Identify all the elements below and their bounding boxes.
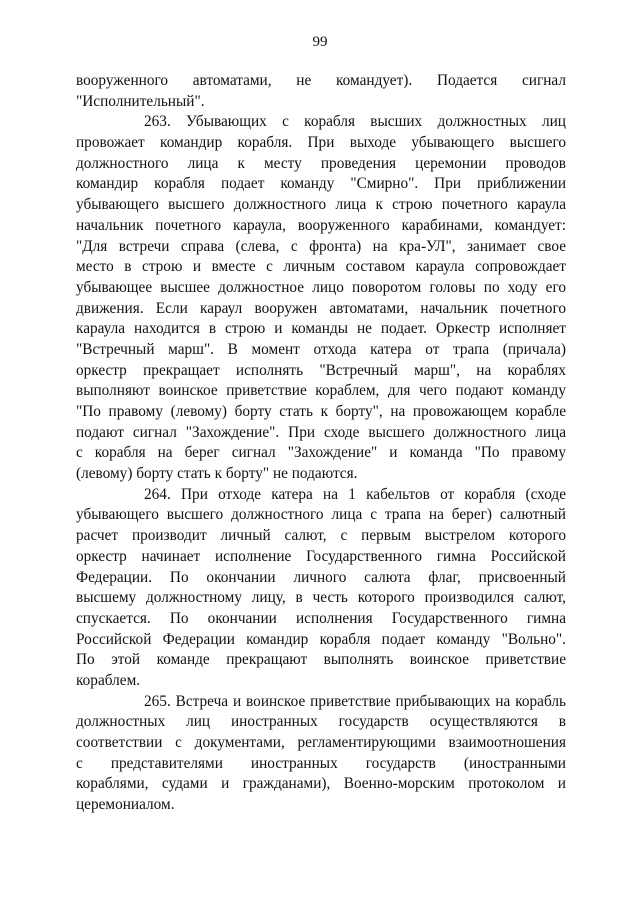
text-line: 263. Убывающих с корабля высших должностных лиц (144, 113, 566, 131)
text-line: оркестр прекращает исполнять "Встречный марш", на кораблях (76, 361, 566, 379)
text-line: По этой команде прекращают выполнять воинское приветствие (76, 651, 566, 669)
text-line: "Для встречи справа (слева, с фронта) на кра-УЛ", занимает свое (76, 237, 566, 255)
text-line: расчет производит личный салют, с первым выстрелом которого (76, 527, 566, 545)
text-line: высшему должностному лицу, в честь которого производился салют, (76, 589, 566, 607)
text-line: церемониалом. (76, 796, 175, 814)
text-line: выполняют воинское приветствие кораблем, для чего подают команду (76, 382, 566, 400)
text-line: спускается. По окончании исполнения Государственного гимна (76, 609, 566, 627)
text-line: кораблями, судами и гражданами), Военно-морским протоколом и (76, 775, 566, 793)
text-line: (левому) борту стать к борту" не подаются. (76, 465, 358, 483)
paragraph-item-263 (76, 112, 566, 484)
text-line: должностных лиц иностранных государств осуществляются в (76, 713, 566, 731)
text-line: оркестр начинает исполнение Государственного гимна Российской (76, 547, 566, 565)
paragraph-item-264 (76, 485, 566, 692)
text-line: подают сигнал "Захождение". При сходе высшего должностного лица (76, 423, 566, 441)
text-line: 265. Встреча и воинское приветствие прибывающих на корабль (144, 692, 566, 710)
text-line: командир корабля подает команду "Смирно". При приближении (76, 175, 566, 193)
page-number: 99 (312, 34, 328, 50)
text-line: движения. Если караул вооружен автоматами, начальник почетного (76, 299, 566, 317)
text-line: убывающего высшего должностного лица к строю почетного караула (76, 196, 566, 214)
text-line: провожает командир корабля. При выходе убывающего высшего (76, 134, 566, 152)
text-line: с корабля на берег сигнал "Захождение" и команда "По правому (76, 444, 566, 462)
text-line: с представителями иностранных государств (иностранными (76, 754, 566, 772)
text-line: должностного лица к месту проведения церемонии проводов (76, 154, 566, 172)
text-line: "По правому (левому) борту стать к борту", на провожающем корабле (76, 403, 566, 420)
text-line: "Исполнительный". (76, 92, 205, 110)
text-line: убывающего высшего должностного лица с трапа на берег) салютный (76, 506, 566, 524)
document-body (76, 71, 566, 816)
text-line: Российской Федерации командир корабля подает команду "Вольно". (76, 630, 566, 648)
text-line: вооруженного автоматами, не командует). Подается сигнал (76, 72, 566, 89)
paragraph-item-265 (76, 692, 566, 816)
text-line: убывающее высшее должностное лицо поворотом головы по ходу его (76, 278, 566, 296)
text-line: Федерации. По окончании личного салюта флаг, присвоенный (76, 568, 566, 586)
text-line: 264. При отходе катера на 1 кабельтов от корабля (сходе (144, 485, 566, 503)
text-line: начальник почетного караула, вооруженного карабинами, командует: (76, 216, 566, 234)
text-line: место в строю и вместе с личным составом караула сопровождает (76, 258, 566, 276)
paragraph-continuation (76, 71, 566, 112)
text-line: караула находится в строю и команды не подает. Оркестр исполняет (76, 320, 566, 338)
text-line: соответствии с документами, регламентирующими взаимоотношения (76, 734, 566, 751)
text-line: кораблем. (76, 671, 141, 689)
text-line: "Встречный марш". В момент отхода катера от трапа (причала) (76, 340, 566, 358)
